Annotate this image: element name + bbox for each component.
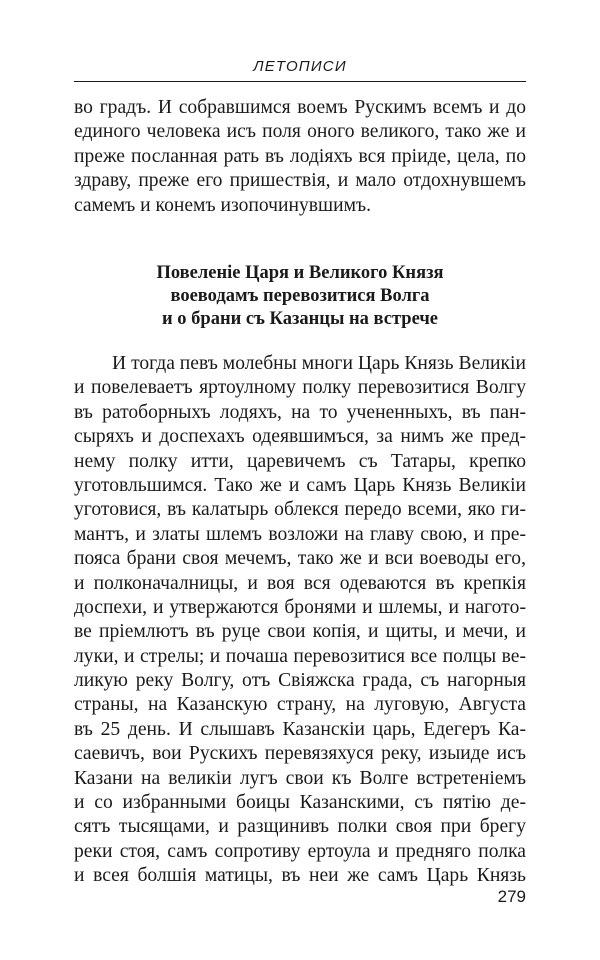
page-number: 279: [497, 887, 526, 906]
text-line: самемъ и конемъ изопочинувшимъ.: [74, 194, 372, 216]
text-line: уготовися, въ калатырь облекся передо всеми, яко ги-: [74, 499, 526, 521]
text-line: саевичъ, вои Рускихъ перевязяхуся реку, изыиде исъ: [74, 743, 526, 765]
text-line: во градъ. И собравшимся воемъ Рускимъ всемъ и до: [74, 97, 526, 118]
text-line: сыряхъ и доспехахъ одеявшимъся, за нимъ же пред-: [74, 426, 526, 448]
text-line: преже посланная рать въ лодіяхъ вся пріиде, цела, по: [74, 145, 526, 167]
heading-line: Повеленіе Царя и Великого Князя: [156, 263, 444, 283]
text-line: страны, на Казанскую страну, на луговую, Августа: [74, 694, 526, 716]
text-line: мантъ, и златы шлемъ возложи на главу свою, и пре-: [74, 523, 526, 545]
text-line: доспехи, и утвержаются бронями и шлемы, и наготo-: [74, 596, 526, 618]
text-line: и со избранными боицы Казанскими, съ пятію де-: [74, 792, 526, 814]
text-line: ликую реку Волгу, отъ Свіяжска града, съ нагорныя: [74, 670, 526, 692]
text-line: и полконачалницы, и воя вся одеваются въ крепкія: [74, 572, 526, 594]
text-line: уготовльшимся. Тако же и самъ Царь Князь Великіи: [74, 474, 526, 496]
text-line: ве пріемлютъ въ руце свои копія, и щиты, и мечи, и: [74, 621, 526, 643]
text-line: луки, и стрелы; и почаша перевозитися все полцы ве-: [74, 645, 526, 667]
text-line: здраву, преже его пришествія, и мало отдохнувшемъ: [74, 170, 526, 192]
text-line: реки стоя, самъ сопротиву ертоула и предняго полка: [74, 840, 526, 862]
heading-line: воеводамъ перевозитися Волга: [170, 286, 430, 306]
text-line: нему полку итти, царевичемъ съ Татары, крепко: [74, 450, 526, 472]
paragraph-2: [74, 352, 526, 889]
text-line: въ ратоборныхъ лодяхъ, на то учененныхъ, въ пан-: [74, 401, 526, 423]
header-rule: [74, 81, 526, 82]
section-heading: [74, 262, 526, 331]
text-line: поясa брани своя мечемъ, тако же и вси воеводы его,: [74, 548, 526, 570]
text-line: и всея болшія матицы, въ неи же самъ Царь Князь: [74, 865, 526, 887]
text-line: И тогда певъ молебны многи Царь Князь Великіи: [112, 353, 526, 374]
text-line: и повелеваетъ яртоулному полку перевозитися Волгу: [74, 377, 526, 399]
heading-line: и о брани съ Казанцы на встрече: [162, 309, 438, 329]
running-head: ЛЕТОПИСИ: [253, 58, 347, 75]
text-line: сятъ тысящами, и разщинивъ полки своя при брегу: [74, 816, 526, 838]
text-line: въ 25 день. И слышавъ Казанскіи царь, Едегеръ Ка-: [74, 718, 526, 740]
paragraph-1: [74, 96, 526, 218]
text-line: единого человека исъ поля оного великого, тако же и: [74, 121, 526, 143]
text-line: Казани на великіи лугъ свои къ Волге встретеніемъ: [74, 767, 526, 789]
